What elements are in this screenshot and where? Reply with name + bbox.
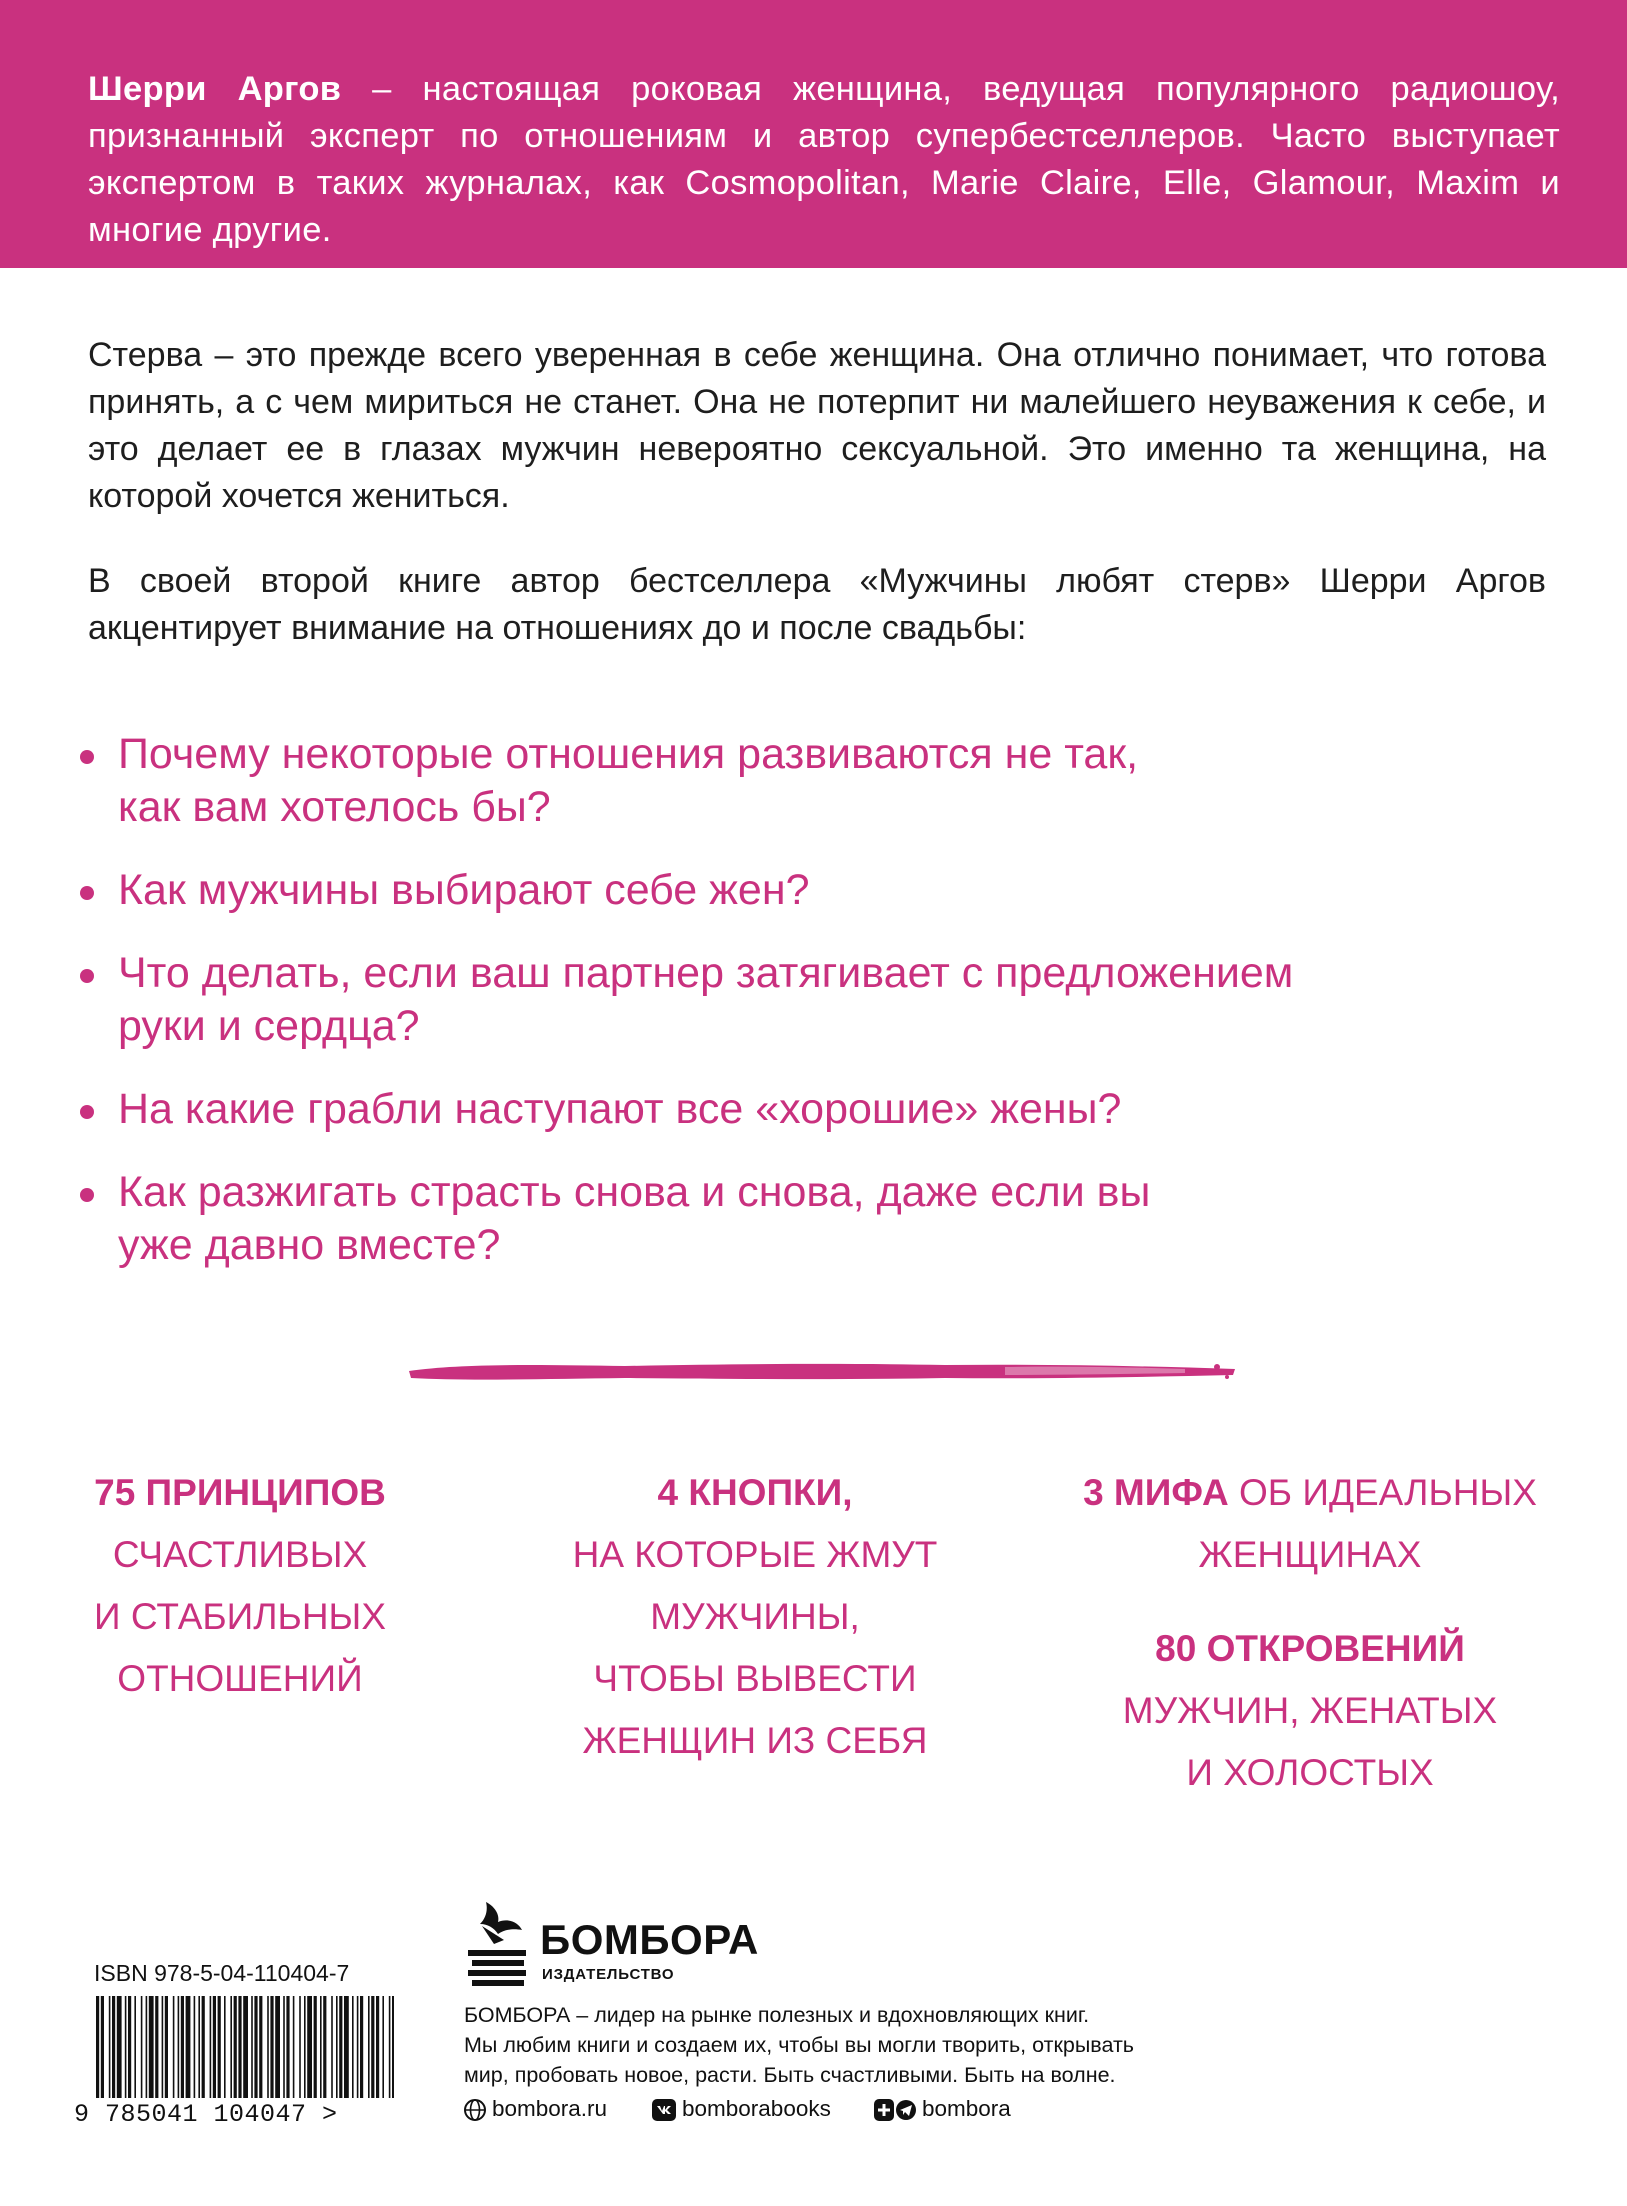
- logo-name: БОМБОРА: [540, 1916, 759, 1963]
- isbn-label: ISBN 978-5-04-110404-7: [94, 1960, 350, 1986]
- barcode-digits: 9 785041 104047 >: [74, 2100, 338, 2129]
- bullet-dot-icon: [80, 1105, 94, 1119]
- plus-telegram-icon: [874, 2099, 916, 2121]
- feature-myths-revelations: 3 МИФА ОБ ИДЕАЛЬНЫХ ЖЕНЩИНАХ 80 ОТКРОВЕНИЙ МУЖЧИН, ЖЕНАТЫХ И ХОЛОСТЫХ: [1083, 1472, 1537, 1793]
- list-item: Как мужчины выбирают себе жен?: [72, 864, 1552, 917]
- brush-stroke-divider: [405, 1357, 1240, 1385]
- author-bio: [88, 66, 1560, 254]
- bullet-dot-icon: [80, 1188, 94, 1202]
- list-item: Почему некоторые отношения развиваются не так, как вам хотелось бы?: [72, 728, 1552, 834]
- question-list: [72, 728, 1552, 1302]
- header-banner: [0, 0, 1627, 268]
- vk-link[interactable]: bomborabooks: [652, 2096, 831, 2122]
- globe-icon: [464, 2099, 486, 2121]
- publisher-logo: [464, 1900, 759, 1990]
- vk-icon: [652, 2099, 676, 2121]
- publisher-text: БОМБОРА – лидер на рынке полезных и вдохновляющих книг. Мы любим книги и создаем их, чтобы вы могли творить, открывать мир, пробовать новое, расти. Быть счастливыми. Быть на волне.: [464, 2003, 1134, 2087]
- bullet-dot-icon: [80, 750, 94, 764]
- bullet-dot-icon: [80, 969, 94, 983]
- author-bio-text: – настоящая роковая женщина, ведущая популярного радиошоу, признанный эксперт по отношениям и автор супербестселлеров. Часто выступает экспертом в таких журналах, как Cosmopolitan, Marie Claire, Elle, Glamour, Maxim и многие другие.: [88, 70, 1560, 249]
- bullet-dot-icon: [80, 886, 94, 900]
- description-paragraph-2: В своей второй книге автор бестселлера «Мужчины любят стерв» Шерри Аргов акцентирует внимание на отношениях до и после свадьбы:: [88, 562, 1546, 647]
- logo-subtitle: ИЗДАТЕЛЬСТВО: [542, 1966, 675, 1983]
- feature-buttons: 4 КНОПКИ, НА КОТОРЫЕ ЖМУТ МУЖЧИНЫ, ЧТОБЫ ВЫВЕСТИ ЖЕНЩИН ИЗ СЕБЯ: [572, 1472, 938, 1761]
- list-item: Что делать, если ваш партнер затягивает с предложением руки и сердца?: [72, 947, 1552, 1053]
- list-item: Как разжигать страсть снова и снова, даже если вы уже давно вместе?: [72, 1166, 1552, 1272]
- description-paragraph-1: Стерва – это прежде всего уверенная в себе женщина. Она отлично понимает, что готова принять, а с чем мириться не станет. Она не потерпит ни малейшего неуважения к себе, и это делает ее в глазах мужчин невероятно сексуальной. Это именно та женщина, на которой хочется жениться.: [88, 336, 1546, 515]
- feature-principles: 75 ПРИНЦИПОВ СЧАСТЛИВЫХ И СТАБИЛЬНЫХ ОТНОШЕНИЙ: [93, 1472, 386, 1699]
- website-link[interactable]: bombora.ru: [464, 2096, 607, 2122]
- bombora-wave-icon: [464, 1900, 530, 1988]
- author-name: Шерри Аргов: [88, 70, 342, 108]
- list-item: На какие грабли наступают все «хорошие» жены?: [72, 1083, 1552, 1136]
- telegram-link[interactable]: bombora: [874, 2096, 1011, 2122]
- barcode: [94, 1996, 394, 2098]
